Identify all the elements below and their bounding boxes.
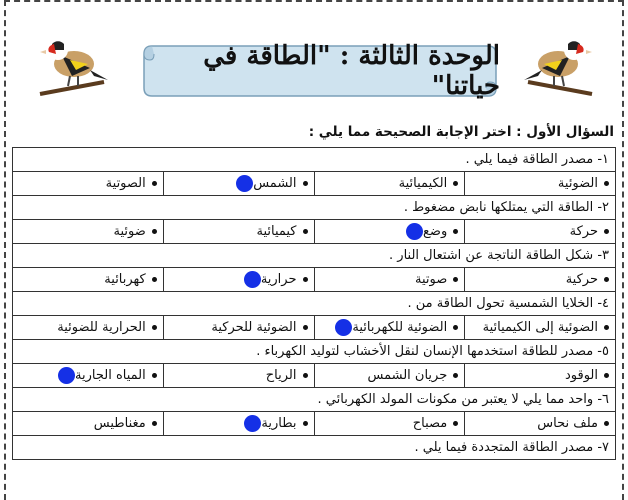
bullet-icon (604, 229, 609, 234)
option-label: الضوئية (557, 176, 598, 191)
bullet-icon (604, 421, 609, 426)
option-label: مصباح (412, 416, 448, 431)
title-scroll-banner (140, 38, 500, 104)
answer-option[interactable] (465, 172, 616, 196)
answer-option[interactable] (163, 412, 314, 436)
question-row (13, 148, 616, 172)
bullet-icon (303, 181, 308, 186)
selected-answer-circle-icon (244, 415, 261, 432)
bullet-icon (152, 421, 157, 426)
answer-option[interactable] (314, 412, 465, 436)
answer-option[interactable] (314, 172, 465, 196)
bullet-icon (604, 373, 609, 378)
bullet-icon (453, 421, 458, 426)
answer-option[interactable] (13, 220, 164, 244)
question-text: ٤- الخلايا الشمسية تحول الطاقة من . (13, 292, 616, 316)
answer-option[interactable] (314, 316, 465, 340)
worksheet-title: الوحدة الثالثة : "الطاقة في حياتنا" (203, 41, 500, 101)
option-label: الضوئية للحركية (211, 320, 297, 335)
worksheet-page (4, 0, 624, 500)
question-instruction: السؤال الأول : اختر الإجابة الصحيحة مما يلي : (308, 124, 614, 140)
option-label: حرارية (260, 272, 297, 287)
option-label: ضوئية (113, 224, 146, 239)
question-row (13, 388, 616, 412)
option-label: المياه الجارية (75, 368, 146, 383)
question-text: ٦- واحد مما يلي لا يعتبر من مكونات المولد الكهربائي . (13, 388, 616, 412)
bullet-icon (453, 325, 458, 330)
options-row (13, 412, 616, 436)
bullet-icon (303, 421, 308, 426)
bullet-icon (604, 181, 609, 186)
goldfinch-bird-icon (520, 24, 600, 104)
bullet-icon (303, 373, 308, 378)
options-row (13, 268, 616, 292)
bullet-icon (303, 277, 308, 282)
question-table (12, 147, 616, 460)
option-label: الوقود (564, 368, 598, 383)
option-label: وضع (423, 224, 448, 239)
answer-option[interactable] (465, 220, 616, 244)
question-text: ٢- الطاقة التي يمتلكها نابض مضغوط . (13, 196, 616, 220)
question-text: ٥- مصدر للطاقة استخدمها الإنسان لنقل الأخشاب لتوليد الكهرباء . (13, 340, 616, 364)
option-label: الحرارية للضوئية (57, 320, 146, 335)
option-label: حركية (565, 272, 598, 287)
answer-option[interactable] (163, 364, 314, 388)
answer-option[interactable] (13, 268, 164, 292)
answer-option[interactable] (465, 316, 616, 340)
answer-option[interactable] (314, 220, 465, 244)
answer-option[interactable] (163, 172, 314, 196)
options-row (13, 220, 616, 244)
answer-option[interactable] (13, 412, 164, 436)
option-label: الضوئية إلى الكيميائية (482, 320, 598, 335)
bullet-icon (152, 373, 157, 378)
answer-option[interactable] (13, 364, 164, 388)
bullet-icon (303, 229, 308, 234)
options-row (13, 364, 616, 388)
question-text: ٣- شكل الطاقة الناتجة عن اشتعال النار . (13, 244, 616, 268)
question-text: ١- مصدر الطاقة فيما يلي . (13, 148, 616, 172)
bullet-icon (453, 373, 458, 378)
bullet-icon (453, 277, 458, 282)
answer-option[interactable] (13, 172, 164, 196)
option-label: الكيميائية (398, 176, 448, 191)
option-label: حركة (569, 224, 598, 239)
option-label: الضوئية للكهربائية (352, 320, 448, 335)
answer-option[interactable] (314, 364, 465, 388)
goldfinch-bird-icon (32, 24, 112, 104)
selected-answer-circle-icon (58, 367, 75, 384)
options-row (13, 316, 616, 340)
question-text: ٧- مصدر الطاقة المتجددة فيما يلي . (13, 436, 616, 460)
option-label: بطارية (261, 416, 297, 431)
bullet-icon (152, 229, 157, 234)
option-label: الشمس (253, 176, 297, 191)
bullet-icon (453, 229, 458, 234)
option-label: كهربائية (104, 272, 146, 287)
answer-option[interactable] (163, 316, 314, 340)
bullet-icon (453, 181, 458, 186)
option-label: الصوتية (105, 176, 146, 191)
question-row (13, 196, 616, 220)
selected-answer-circle-icon (236, 175, 253, 192)
answer-option[interactable] (465, 268, 616, 292)
bullet-icon (604, 325, 609, 330)
options-row (13, 172, 616, 196)
bullet-icon (152, 325, 157, 330)
bullet-icon (152, 181, 157, 186)
option-label: جريان الشمس (367, 368, 448, 383)
bullet-icon (604, 277, 609, 282)
worksheet-header (6, 2, 622, 120)
question-row (13, 436, 616, 460)
answer-option[interactable] (163, 220, 314, 244)
option-label: الرياح (265, 368, 297, 383)
bullet-icon (303, 325, 308, 330)
selected-answer-circle-icon (244, 271, 261, 288)
answer-option[interactable] (13, 316, 164, 340)
answer-option[interactable] (465, 364, 616, 388)
question-row (13, 292, 616, 316)
bullet-icon (152, 277, 157, 282)
answer-option[interactable] (163, 268, 314, 292)
option-label: صوتية (414, 272, 448, 287)
selected-answer-circle-icon (335, 319, 352, 336)
option-label: كيميائية (256, 224, 297, 239)
option-label: ملف نحاس (537, 416, 598, 431)
question-row (13, 244, 616, 268)
option-label: مغناطيس (93, 416, 146, 431)
question-row (13, 340, 616, 364)
answer-option[interactable] (465, 412, 616, 436)
answer-option[interactable] (314, 268, 465, 292)
selected-answer-circle-icon (406, 223, 423, 240)
